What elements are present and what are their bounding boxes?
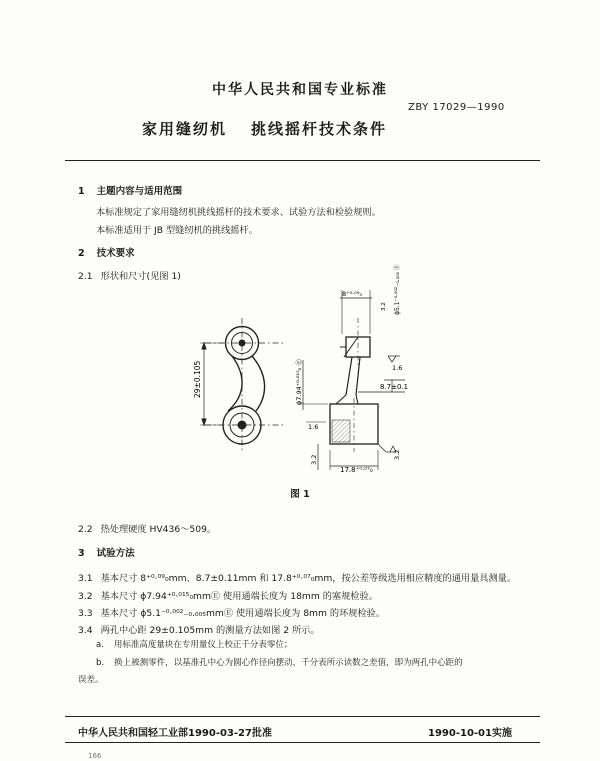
figure-1-caption: 图 1	[290, 489, 310, 500]
clause-2-2: 2.2 热处理硬度 HV436～509。	[78, 524, 217, 535]
page-number: 166	[88, 752, 102, 760]
standard-number: ZBY 17029—1990	[408, 102, 505, 113]
dim-17-8: 17.8⁺⁰·⁰⁷₀	[340, 466, 373, 474]
footer-rule-top	[65, 716, 540, 717]
dim-center-distance: 29±0.105	[193, 360, 202, 398]
dim-8-plus: 8⁺⁰·⁰⁹₀	[342, 290, 363, 298]
clause-3-4-b: b. 换上被测零件，以基准孔中心为圆心作径向摆动，千分表所示读数之差值，即为两孔中心距的	[96, 658, 463, 668]
clause-3-3: 3.3 基本尺寸 ϕ5.1⁻⁰·⁰⁰²₋₀.₀₀₅mmⒺ 使用通端长度为 8mm 的环规检验。	[78, 608, 386, 619]
dim-phi-7-94: ϕ7.94⁺⁰·⁰¹⁵₀ Ⓔ	[295, 359, 303, 405]
dim-1-6-lower: 1.6	[308, 423, 319, 431]
clause-3-4-a: a. 用标准高度量块在专用量仪上校正千分表零位；	[96, 640, 293, 650]
dim-phi-5-1: ϕ5.1⁻⁰·⁰⁰²₋₀.₀₀₅ Ⓔ	[394, 264, 401, 315]
roughness-3-2-left: 3.2	[310, 454, 318, 465]
section-1-para-1: 本标准规定了家用缝纫机挑线摇杆的技术要求、试验方法和检验规则。	[96, 207, 381, 218]
clause-3-2: 3.2 基本尺寸 ϕ7.94⁺⁰·⁰¹⁵₀mmⒺ 使用通端长度为 18mm 的塞规检验。	[78, 591, 378, 602]
roughness-3-2-right: 3.2	[393, 449, 401, 460]
link-side-view	[298, 290, 405, 470]
clause-3-4-b-cont: 误差。	[78, 675, 104, 685]
dim-8-7: 8.7±0.1	[380, 383, 409, 391]
section-2-heading: 2 技术要求	[78, 248, 135, 259]
section-3-heading: 3 试验方法	[78, 548, 135, 559]
title-part-2: 挑线摇杆技术条件	[251, 120, 388, 138]
clause-3-1: 3.1 基本尺寸 8⁺⁰·⁰⁹₀mm、8.7±0.11mm 和 17.8⁺⁰·⁰⁷₀mm，按公差等级选用相应精度的通用量具测量。	[78, 573, 517, 584]
section-1-heading: 1 主题内容与适用范围	[78, 186, 183, 197]
footer-rule-bottom	[65, 742, 540, 743]
standard-category: 中华人民共和国专业标准	[212, 82, 388, 98]
clause-2-1: 2.1 形状和尺寸(见图 1)	[78, 271, 181, 282]
clause-3-4: 3.4 两孔中心距 29±0.105mm 的测量方法如图 2 所示。	[78, 625, 320, 636]
dim-1-6-upper: 1.6	[392, 364, 403, 372]
approval-info: 中华人民共和国轻工业部1990-03-27批准	[78, 728, 272, 739]
link-front-view	[200, 318, 285, 450]
section-1-para-2: 本标准适用于 JB 型缝纫机的挑线摇杆。	[96, 225, 258, 236]
title-part-1: 家用缝纫机	[142, 120, 228, 138]
implementation-date: 1990-10-01实施	[428, 728, 512, 739]
roughness-3-2-top: 3.2	[381, 302, 387, 311]
